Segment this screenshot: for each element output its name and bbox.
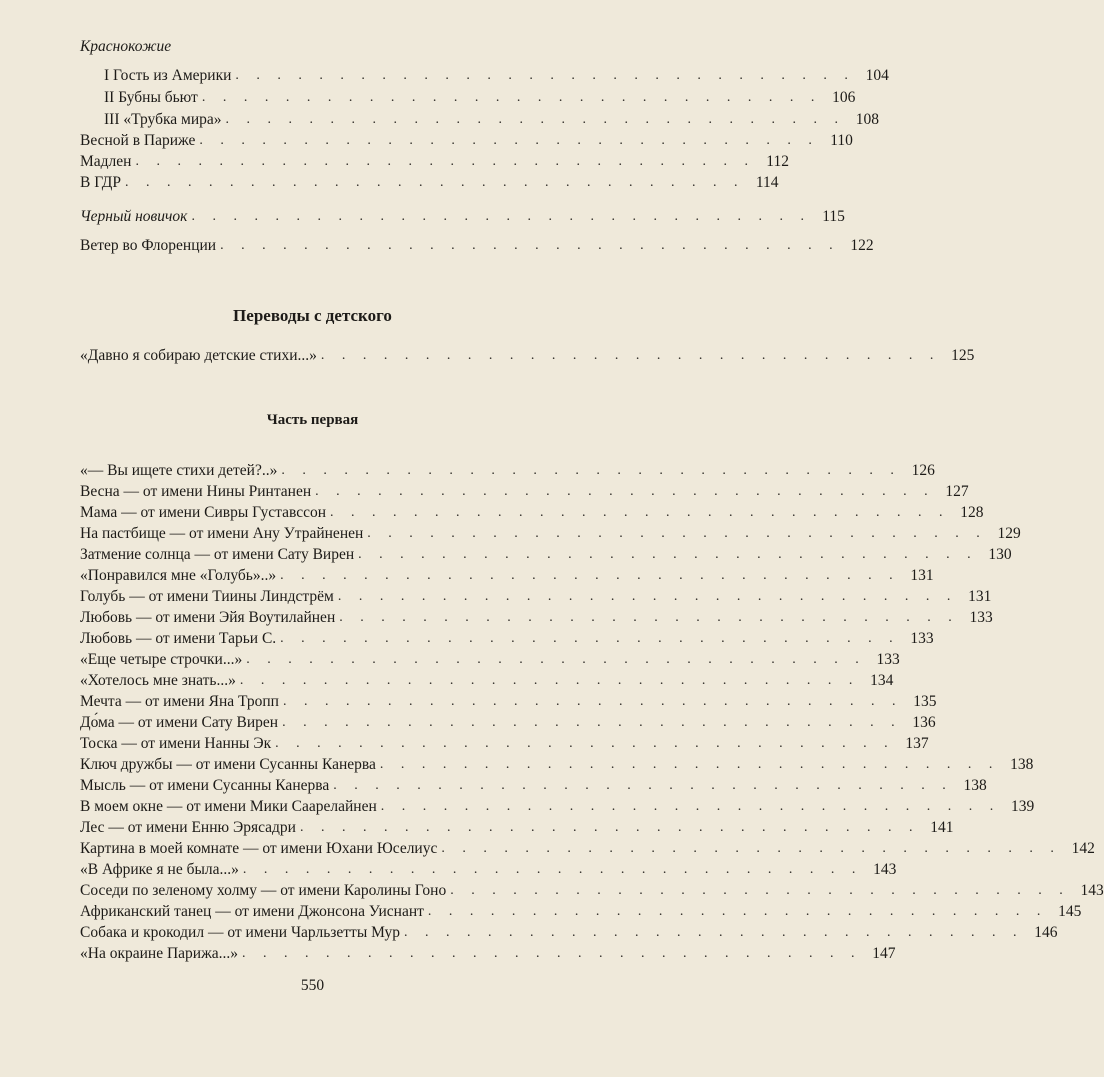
entry-title: Мысль — от имени Сусанны Канерва (80, 777, 330, 794)
leader-dots: . . . . . . . . . . . . . . . . . . . . . . . . . . . . . . (315, 484, 935, 499)
entry-page: 141 (930, 819, 954, 836)
entry-page: 145 (1058, 903, 1082, 920)
entry-title: II Бубны бьют (104, 89, 198, 106)
entry-page: 146 (1034, 924, 1058, 941)
entry-page: 143 (1080, 882, 1104, 899)
leader-dots: . . . . . . . . . . . . . . . . . . . . . . . . . . . . . . (239, 673, 860, 688)
toc-entry (80, 942, 896, 964)
toc-entry (80, 669, 894, 691)
leader-dots: . . . . . . . . . . . . . . . . . . . . . . . . . . . . . . (367, 526, 987, 541)
entry-page: 143 (873, 861, 897, 878)
entry-title: Весной в Париже (80, 132, 196, 149)
entry-page: 130 (988, 546, 1012, 563)
entry-page: 138 (963, 777, 987, 794)
entry-page: 128 (960, 504, 984, 521)
toc-entry (80, 171, 779, 193)
leader-dots: . . . . . . . . . . . . . . . . . . . . . . . . . . . . . . (275, 736, 895, 751)
toc-entry-wind-florence (80, 234, 874, 256)
leader-dots: . . . . . . . . . . . . . . . . . . . . . . . . . . . . . . (337, 589, 958, 604)
entry-title: До́ма — от имени Сату Вирен (80, 714, 279, 731)
entry-page: 133 (969, 609, 993, 626)
entry-title: В моем окне — от имени Мики Саарелайнен (80, 798, 377, 815)
leader-dots: . . . . . . . . . . . . . . . . . . . . . . . . . . . . . . (282, 694, 903, 709)
toc-entry (80, 522, 1021, 544)
entry-title: Любовь — от имени Эйя Воутилайнен (80, 609, 336, 626)
leader-dots: . . . . . . . . . . . . . . . . . . . . . . . . . . . . . . (282, 715, 902, 730)
entry-title: «— Вы ищете стихи детей?..» (80, 462, 278, 479)
entry-title: Весна — от имени Нины Ринтанен (80, 483, 312, 500)
entry-page: 137 (905, 735, 929, 752)
toc-entry (80, 501, 984, 523)
toc-entry (80, 606, 993, 628)
page-number: 550 (300, 977, 325, 994)
toc-entry (104, 64, 889, 86)
entry-title: «Понравился мне «Голубь»..» (80, 567, 277, 584)
leader-dots: . . . . . . . . . . . . . . . . . . . . . . . . . . . . . . (199, 133, 819, 148)
toc-entry-black-novice (80, 205, 845, 227)
leader-dots: . . . . . . . . . . . . . . . . . . . . . . . . . . . . . . (201, 90, 822, 105)
leader-dots: . . . . . . . . . . . . . . . . . . . . . . . . . . . . . . (427, 904, 1048, 919)
entry-title: «Еще четыре строчки...» (80, 651, 243, 668)
entry-page: 126 (911, 462, 935, 479)
leader-dots: . . . . . . . . . . . . . . . . . . . . . . . . . . . . . . (333, 778, 953, 793)
entry-title: Собака и крокодил — от имени Чарльзетты Мур (80, 924, 400, 941)
entry-page: 129 (997, 525, 1021, 542)
toc-entry (80, 921, 1058, 943)
entry-title: Голубь — от имени Тиины Линдстрём (80, 588, 334, 605)
leader-dots: . . . . . . . . . . . . . . . . . . . . . . . . . . . . . . (125, 175, 745, 190)
toc-entry (80, 900, 1082, 922)
leader-dots: . . . . . . . . . . . . . . . . . . . . . . . . . . . . . . (225, 112, 845, 127)
entry-title: Ключ дружбы — от имени Сусанны Канерва (80, 756, 376, 773)
entry-title: Тоска — от имени Нанны Эк (80, 735, 272, 752)
toc-entry (80, 690, 937, 712)
entry-title: На пастбище — от имени Ану Утрайненен (80, 525, 364, 542)
toc-entry (80, 858, 897, 880)
toc-entry (104, 86, 856, 108)
part-heading: Часть первая (266, 412, 359, 428)
toc-entry (80, 837, 1095, 859)
leader-dots: . . . . . . . . . . . . . . . . . . . . . . . . . . . . . . (280, 568, 900, 583)
entry-title: Африканский танец — от имени Джонсона Уиснант (80, 903, 424, 920)
entry-page: 133 (876, 651, 900, 668)
toc-entry (80, 732, 929, 754)
entry-page: 138 (1010, 756, 1034, 773)
toc-entry (80, 480, 969, 502)
toc-entry (80, 150, 789, 172)
entry-title: «В Африке я не была...» (80, 861, 239, 878)
entry-title: «Давно я собираю детские стихи...» (80, 347, 317, 364)
entry-page: 122 (850, 237, 874, 254)
entry-title: Соседи по зеленому холму — от имени Каролины Гоно (80, 882, 447, 899)
section-title: Краснокожие (80, 38, 172, 55)
leader-dots: . . . . . . . . . . . . . . . . . . . . . . . . . . . . . . (242, 862, 863, 877)
entry-page: 127 (945, 483, 969, 500)
toc-entry-intro (80, 344, 975, 366)
entry-page: 110 (830, 132, 853, 149)
toc-entry (80, 795, 1035, 817)
entry-title: «Хотелось мне знать...» (80, 672, 236, 689)
entry-title: В ГДР (80, 174, 122, 191)
toc-entry (80, 711, 936, 733)
entry-title: Мама — от имени Сивры Густавссон (80, 504, 327, 521)
entry-title: Ветер во Флоренции (80, 237, 217, 254)
leader-dots: . . . . . . . . . . . . . . . . . . . . . . . . . . . . . . (379, 757, 1000, 772)
toc-entry (80, 774, 987, 796)
entry-page: 104 (865, 67, 889, 84)
toc-entry (80, 585, 992, 607)
entry-title: I Гость из Америки (104, 67, 232, 84)
entry-title: «На окраине Парижа...» (80, 945, 239, 962)
leader-dots: . . . . . . . . . . . . . . . . . . . . . . . . . . . . . . (320, 348, 941, 363)
entry-title: Затмение солнца — от имени Сату Вирен (80, 546, 355, 563)
leader-dots: . . . . . . . . . . . . . . . . . . . . . . . . . . . . . . (339, 610, 959, 625)
leader-dots: . . . . . . . . . . . . . . . . . . . . . . . . . . . . . . (380, 799, 1001, 814)
toc-entry (80, 753, 1034, 775)
toc-entry (80, 648, 900, 670)
toc-entry (104, 108, 879, 130)
entry-page: 114 (755, 174, 779, 191)
entry-title: Мечта — от имени Яна Тропп (80, 693, 279, 710)
leader-dots: . . . . . . . . . . . . . . . . . . . . . . . . . . . . . . (246, 652, 866, 667)
entry-page: 112 (766, 153, 789, 170)
leader-dots: . . . . . . . . . . . . . . . . . . . . . . . . . . . . . . (330, 505, 950, 520)
entry-title: Черный новичок (80, 208, 188, 225)
entry-page: 135 (913, 693, 937, 710)
entry-page: 142 (1071, 840, 1095, 857)
entry-title: Картина в моей комнате — от имени Юхани Юселиус (80, 840, 438, 857)
entry-title: Любовь — от имени Тарьи С. (80, 630, 277, 647)
entry-page: 106 (832, 89, 856, 106)
toc-entry (80, 129, 853, 151)
entry-page: 133 (910, 630, 934, 647)
toc-entry (80, 543, 1012, 565)
entry-title: III «Трубка мира» (104, 111, 222, 128)
toc-entry (80, 627, 934, 649)
entry-page: 131 (968, 588, 992, 605)
leader-dots: . . . . . . . . . . . . . . . . . . . . . . . . . . . . . . (450, 883, 1070, 898)
entry-page: 115 (822, 208, 845, 225)
entry-title: Лес — от имени Енню Эрясадри (80, 819, 296, 836)
entry-page: 147 (872, 945, 896, 962)
entry-page: 125 (951, 347, 975, 364)
leader-dots: . . . . . . . . . . . . . . . . . . . . . . . . . . . . . . (441, 841, 1061, 856)
entry-page: 139 (1011, 798, 1035, 815)
leader-dots: . . . . . . . . . . . . . . . . . . . . . . . . . . . . . . (235, 68, 855, 83)
entry-title: Мадлен (80, 153, 132, 170)
leader-dots: . . . . . . . . . . . . . . . . . . . . . . . . . . . . . . (135, 154, 755, 169)
toc-entry (80, 564, 934, 586)
entry-page: 131 (910, 567, 934, 584)
entry-page: 108 (855, 111, 879, 128)
entry-page: 134 (870, 672, 894, 689)
section-heading: Переводы с детского (233, 306, 392, 325)
leader-dots: . . . . . . . . . . . . . . . . . . . . . . . . . . . . . . (299, 820, 920, 835)
leader-dots: . . . . . . . . . . . . . . . . . . . . . . . . . . . . . . (404, 925, 1024, 940)
leader-dots: . . . . . . . . . . . . . . . . . . . . . . . . . . . . . . (220, 238, 840, 253)
toc-entry (80, 816, 954, 838)
leader-dots: . . . . . . . . . . . . . . . . . . . . . . . . . . . . . . (191, 209, 811, 224)
leader-dots: . . . . . . . . . . . . . . . . . . . . . . . . . . . . . . (281, 463, 901, 478)
entry-page: 136 (912, 714, 936, 731)
toc-entry (80, 879, 1104, 901)
leader-dots: . . . . . . . . . . . . . . . . . . . . . . . . . . . . . . (280, 631, 900, 646)
leader-dots: . . . . . . . . . . . . . . . . . . . . . . . . . . . . . . (358, 547, 978, 562)
toc-entry (80, 459, 935, 481)
leader-dots: . . . . . . . . . . . . . . . . . . . . . . . . . . . . . . (242, 946, 862, 961)
